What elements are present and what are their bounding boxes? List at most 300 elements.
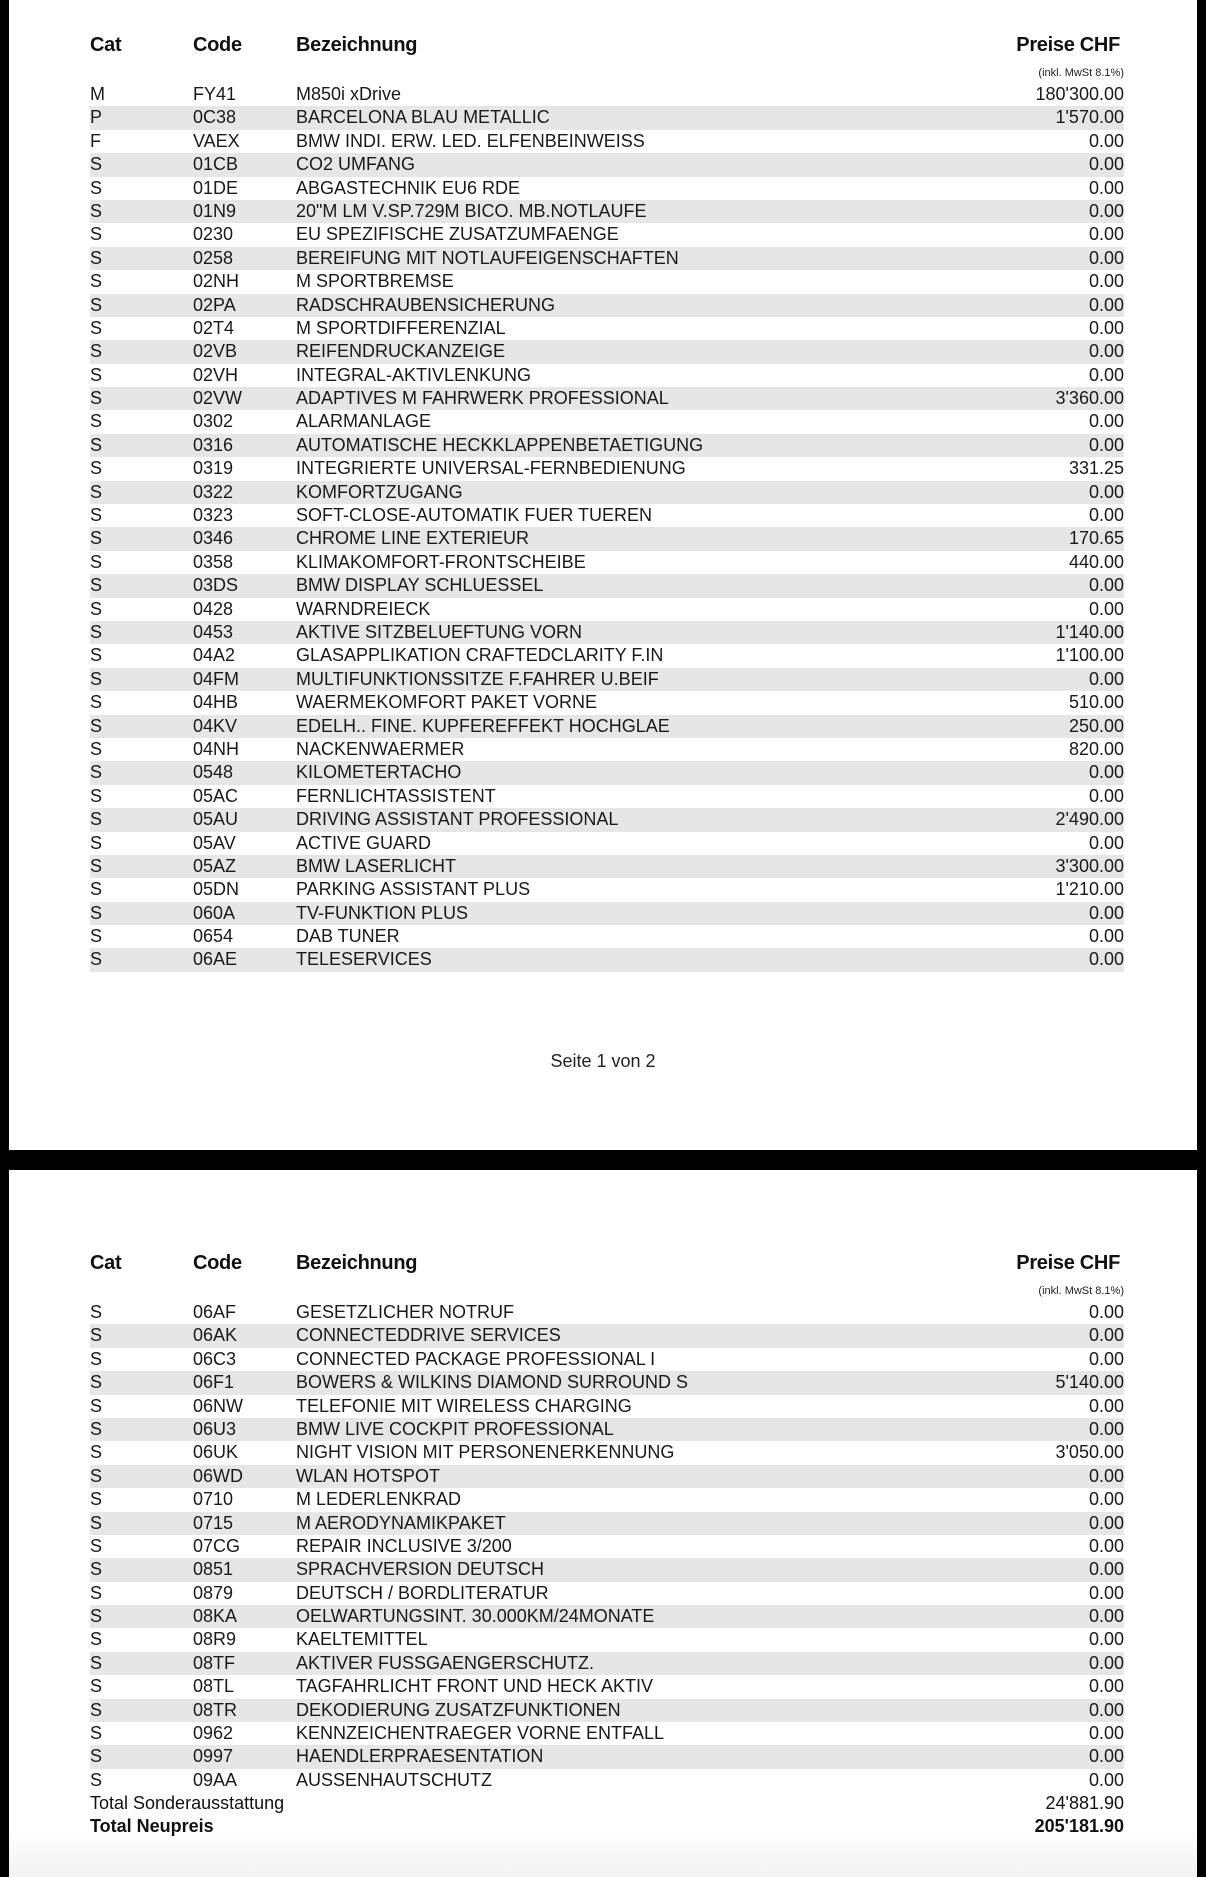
cell-code: 04HB — [193, 692, 239, 713]
table-row — [90, 1348, 1124, 1371]
cell-cat: S — [90, 1465, 103, 1486]
cell-code: 0346 — [193, 528, 234, 549]
cell-price: 0.00 — [1088, 481, 1124, 502]
cell-code: 06NW — [193, 1395, 244, 1416]
cell-price: 0.00 — [1088, 364, 1124, 385]
cell-description: AUTOMATISCHE HECKKLAPPENBETAETIGUNG — [296, 434, 704, 455]
cell-description: TV-FUNKTION PLUS — [296, 902, 469, 923]
cell-cat: S — [90, 528, 103, 549]
cell-code: 0879 — [193, 1582, 234, 1603]
cell-price: 180'300.00 — [1035, 84, 1124, 104]
cell-price: 0.00 — [1088, 785, 1124, 806]
cell-description: CHROME LINE EXTERIEUR — [296, 528, 530, 549]
cell-description: 20"M LM V.SP.729M BICO. MB.NOTLAUFE — [296, 200, 647, 221]
cell-code: 08TR — [193, 1699, 238, 1720]
table-row — [90, 387, 1124, 410]
cell-code: 08TF — [193, 1652, 236, 1673]
table-row — [90, 1558, 1124, 1581]
cell-price: 1'140.00 — [1055, 621, 1124, 642]
cell-code: 0316 — [193, 434, 234, 455]
table-row — [90, 1512, 1124, 1535]
cell-code: 0302 — [193, 411, 234, 432]
cell-cat: S — [90, 902, 103, 923]
cell-description: TAGFAHRLICHT FRONT UND HECK AKTIV — [296, 1676, 654, 1697]
cell-code: 04A2 — [193, 645, 236, 666]
cell-price: 0.00 — [1088, 505, 1124, 526]
cell-cat: S — [90, 364, 103, 385]
cell-cat: S — [90, 247, 103, 268]
table-row — [90, 223, 1124, 246]
table-row — [90, 644, 1124, 667]
cell-price: 0.00 — [1088, 1699, 1124, 1720]
cell-cat: S — [90, 692, 103, 713]
cell-cat: P — [90, 107, 103, 128]
cell-cat: S — [90, 1325, 103, 1346]
cell-cat: S — [90, 1652, 103, 1673]
cell-cat: S — [90, 598, 103, 619]
table-row — [90, 925, 1124, 948]
table-row — [90, 668, 1124, 691]
cell-code: 01DE — [193, 177, 239, 198]
cell-cat: S — [90, 1723, 103, 1744]
table-row — [90, 1582, 1124, 1605]
table-row — [90, 948, 1124, 971]
cell-cat: S — [90, 341, 103, 362]
cell-price: 2'490.00 — [1055, 809, 1124, 830]
table-row — [90, 106, 1124, 129]
cell-code: 0851 — [193, 1559, 234, 1580]
cell-description: CONNECTEDDRIVE SERVICES — [296, 1325, 561, 1346]
cell-price: 0.00 — [1088, 1302, 1124, 1322]
page-footer: Seite 1 von 2 — [550, 1051, 656, 1071]
options-table — [90, 1301, 1124, 1792]
cell-code: 04NH — [193, 738, 240, 759]
cell-description: WARNDREIECK — [296, 598, 431, 619]
cell-code: 0323 — [193, 505, 234, 526]
table-row — [90, 200, 1124, 223]
cell-cat: S — [90, 855, 103, 876]
table-row — [90, 621, 1124, 644]
cell-cat: S — [90, 1629, 103, 1650]
cell-price: 0.00 — [1088, 949, 1124, 970]
cell-price: 0.00 — [1088, 247, 1124, 268]
cell-price: 0.00 — [1088, 832, 1124, 853]
cell-description: MULTIFUNKTIONSSITZE F.FAHRER U.BEIF — [296, 668, 659, 689]
cell-description: ADAPTIVES M FAHRWERK PROFESSIONAL — [296, 388, 669, 409]
total-options-label: Total Sonderausstattung — [90, 1793, 285, 1813]
cell-price: 1'100.00 — [1055, 645, 1124, 666]
column-header-code: Code — [193, 34, 242, 56]
cell-code: 01N9 — [193, 200, 237, 221]
table-row — [90, 481, 1124, 504]
table-row — [90, 808, 1124, 831]
cell-code: 05AU — [193, 809, 239, 830]
cell-cat: S — [90, 645, 103, 666]
column-header-description: Bezeichnung — [296, 1252, 418, 1274]
cell-code: 06AF — [193, 1302, 237, 1322]
cell-price: 0.00 — [1088, 926, 1124, 947]
table-row — [90, 270, 1124, 293]
cell-cat: S — [90, 177, 103, 198]
cell-cat: S — [90, 832, 103, 853]
table-row — [90, 177, 1124, 200]
cell-description: ALARMANLAGE — [296, 411, 432, 432]
cell-price: 0.00 — [1088, 411, 1124, 432]
cell-cat: S — [90, 434, 103, 455]
cell-description: DEUTSCH / BORDLITERATUR — [296, 1582, 549, 1603]
cell-description: GESETZLICHER NOTRUF — [296, 1302, 515, 1322]
cell-code: 05AV — [193, 832, 236, 853]
cell-code: 05AC — [193, 785, 239, 806]
cell-code: 0715 — [193, 1512, 234, 1533]
cell-description: BMW LASERLICHT — [296, 855, 457, 876]
cell-cat: S — [90, 1442, 103, 1463]
cell-description: BEREIFUNG MIT NOTLAUFEIGENSCHAFTEN — [296, 247, 679, 268]
cell-price: 1'570.00 — [1055, 107, 1124, 128]
cell-cat: S — [90, 481, 103, 502]
cell-description: NACKENWAERMER — [296, 738, 465, 759]
cell-description: INTEGRIERTE UNIVERSAL-FERNBEDIENUNG — [296, 458, 686, 479]
cell-code: 02VW — [193, 388, 243, 409]
table-row — [90, 738, 1124, 761]
cell-price: 0.00 — [1088, 434, 1124, 455]
cell-cat: S — [90, 1582, 103, 1603]
cell-code: VAEX — [193, 130, 240, 151]
cell-code: 05DN — [193, 879, 240, 900]
cell-code: 0548 — [193, 762, 234, 783]
table-row — [90, 527, 1124, 550]
table-row — [90, 364, 1124, 387]
total-options-row — [90, 1792, 1124, 1815]
cell-code: 0710 — [193, 1489, 234, 1510]
cell-price: 820.00 — [1068, 738, 1124, 759]
column-header-code: Code — [193, 1252, 242, 1274]
cell-cat: S — [90, 926, 103, 947]
cell-cat: S — [90, 785, 103, 806]
cell-cat: S — [90, 1676, 103, 1697]
table-row — [90, 1675, 1124, 1698]
cell-cat: S — [90, 1489, 103, 1510]
vat-note — [90, 1285, 1124, 1299]
cell-description: SOFT-CLOSE-AUTOMATIK FUER TUEREN — [296, 505, 653, 526]
cell-price: 0.00 — [1088, 1559, 1124, 1580]
table-header — [90, 1252, 1124, 1282]
cell-price: 0.00 — [1088, 1676, 1124, 1697]
vat-note-text: (inkl. MwSt 8.1%) — [1038, 67, 1124, 79]
table-row — [90, 1395, 1124, 1418]
cell-description: FERNLICHTASSISTENT — [296, 785, 496, 806]
cell-description: BMW INDI. ERW. LED. ELFENBEINWEISS — [296, 130, 645, 151]
cell-description: AKTIVE SITZBELUEFTUNG VORN — [296, 621, 583, 642]
cell-cat: S — [90, 154, 103, 175]
cell-price: 0.00 — [1088, 668, 1124, 689]
cell-cat: S — [90, 879, 103, 900]
cell-description: DRIVING ASSISTANT PROFESSIONAL — [296, 809, 619, 830]
cell-cat: S — [90, 317, 103, 338]
cell-price: 0.00 — [1088, 1652, 1124, 1673]
cell-description: HAENDLERPRAESENTATION — [296, 1746, 544, 1767]
cell-description: REPAIR INCLUSIVE 3/200 — [296, 1535, 512, 1556]
table-row — [90, 1371, 1124, 1394]
table-row — [90, 1722, 1124, 1745]
cell-price: 0.00 — [1088, 1723, 1124, 1744]
cell-description: TELEFONIE MIT WIRELESS CHARGING — [296, 1395, 632, 1416]
cell-description: BARCELONA BLAU METALLIC — [296, 107, 550, 128]
cell-cat: S — [90, 458, 103, 479]
cell-cat: S — [90, 1348, 103, 1369]
cell-price: 3'360.00 — [1055, 388, 1124, 409]
price-list-page-1 — [9, 0, 1197, 1150]
cell-code: 06AE — [193, 949, 238, 970]
table-row — [90, 1418, 1124, 1441]
cell-description: EU SPEZIFISCHE ZUSATZUMFAENGE — [296, 224, 619, 245]
cell-price: 0.00 — [1088, 224, 1124, 245]
cell-description: CONNECTED PACKAGE PROFESSIONAL I — [296, 1348, 656, 1369]
cell-cat: S — [90, 738, 103, 759]
cell-description: RADSCHRAUBENSICHERUNG — [296, 294, 556, 315]
cell-price: 0.00 — [1088, 1606, 1124, 1627]
cell-description: M850i xDrive — [296, 84, 402, 104]
table-row — [90, 247, 1124, 270]
cell-price: 0.00 — [1088, 177, 1124, 198]
cell-description: M SPORTDIFFERENZIAL — [296, 317, 506, 338]
cell-cat: S — [90, 1769, 103, 1790]
cell-cat: S — [90, 1559, 103, 1580]
cell-price: 0.00 — [1088, 130, 1124, 151]
cell-description: WLAN HOTSPOT — [296, 1465, 441, 1486]
cell-description: REIFENDRUCKANZEIGE — [296, 341, 506, 362]
table-row — [90, 1301, 1124, 1324]
table-row — [90, 1488, 1124, 1511]
table-row — [90, 1745, 1124, 1768]
table-row — [90, 153, 1124, 176]
cell-price: 331.25 — [1068, 458, 1124, 479]
cell-cat: S — [90, 200, 103, 221]
cell-description: SPRACHVERSION DEUTSCH — [296, 1559, 545, 1580]
cell-code: 08KA — [193, 1606, 238, 1627]
cell-cat: S — [90, 715, 103, 736]
cell-code: 09AA — [193, 1769, 238, 1790]
cell-description: KENNZEICHENTRAEGER VORNE ENTFALL — [296, 1723, 665, 1744]
total-new-price-row — [90, 1815, 1124, 1838]
cell-price: 1'210.00 — [1055, 879, 1124, 900]
cell-price: 0.00 — [1088, 294, 1124, 315]
table-row — [90, 504, 1124, 527]
table-row — [90, 410, 1124, 433]
vat-note-text: (inkl. MwSt 8.1%) — [1038, 1285, 1124, 1297]
cell-price: 510.00 — [1068, 692, 1124, 713]
cell-description: PARKING ASSISTANT PLUS — [296, 879, 531, 900]
cell-cat: S — [90, 1512, 103, 1533]
cell-description: KLIMAKOMFORT-FRONTSCHEIBE — [296, 551, 586, 572]
table-row — [90, 1628, 1124, 1651]
cell-price: 5'140.00 — [1055, 1372, 1124, 1393]
cell-price: 0.00 — [1088, 1629, 1124, 1650]
cell-cat: S — [90, 294, 103, 315]
column-header-description: Bezeichnung — [296, 34, 418, 56]
table-row — [90, 715, 1124, 738]
table-row — [90, 1769, 1124, 1792]
table-row — [90, 340, 1124, 363]
cell-price: 0.00 — [1088, 1418, 1124, 1439]
cell-description: GLASAPPLIKATION CRAFTEDCLARITY F.IN — [296, 645, 664, 666]
cell-price: 0.00 — [1088, 1769, 1124, 1790]
cell-price: 0.00 — [1088, 1395, 1124, 1416]
cell-price: 0.00 — [1088, 1512, 1124, 1533]
cell-price: 0.00 — [1088, 1746, 1124, 1767]
table-row — [90, 1699, 1124, 1722]
cell-code: 03DS — [193, 575, 239, 596]
cell-code: 0997 — [193, 1746, 234, 1767]
total-new-price-label: Total Neupreis — [90, 1816, 214, 1836]
table-row — [90, 1441, 1124, 1464]
cell-price: 3'050.00 — [1055, 1442, 1124, 1463]
cell-price: 0.00 — [1088, 200, 1124, 221]
cell-description: AUSSENHAUTSCHUTZ — [296, 1769, 493, 1790]
cell-price: 0.00 — [1088, 341, 1124, 362]
cell-cat: S — [90, 1395, 103, 1416]
cell-price: 0.00 — [1088, 598, 1124, 619]
table-row — [90, 691, 1124, 714]
cell-price: 0.00 — [1088, 154, 1124, 175]
cell-description: WAERMEKOMFORT PAKET VORNE — [296, 692, 598, 713]
cell-description: AKTIVER FUSSGAENGERSCHUTZ. — [296, 1652, 595, 1673]
cell-cat: S — [90, 1746, 103, 1767]
column-header-price: Preise CHF — [1016, 34, 1120, 56]
cell-cat: S — [90, 551, 103, 572]
cell-code: 04KV — [193, 715, 238, 736]
cell-price: 250.00 — [1068, 715, 1124, 736]
cell-description: KAELTEMITTEL — [296, 1629, 428, 1650]
cell-price: 0.00 — [1088, 1325, 1124, 1346]
cell-cat: S — [90, 1418, 103, 1439]
table-row — [90, 317, 1124, 340]
cell-price: 0.00 — [1088, 1535, 1124, 1556]
cell-price: 0.00 — [1088, 271, 1124, 292]
cell-description: OELWARTUNGSINT. 30.000KM/24MONATE — [296, 1606, 655, 1627]
table-row — [90, 855, 1124, 878]
cell-price: 440.00 — [1068, 551, 1124, 572]
cell-cat: S — [90, 505, 103, 526]
cell-cat: S — [90, 668, 103, 689]
table-row — [90, 1605, 1124, 1628]
cell-code: 06UK — [193, 1442, 239, 1463]
cell-description: KOMFORTZUGANG — [296, 481, 463, 502]
cell-price: 0.00 — [1088, 575, 1124, 596]
cell-code: 02VH — [193, 364, 239, 385]
cell-code: 02VB — [193, 341, 238, 362]
cell-cat: S — [90, 949, 103, 970]
cell-cat: M — [90, 84, 105, 104]
table-row — [90, 832, 1124, 855]
cell-cat: S — [90, 621, 103, 642]
table-row — [90, 785, 1124, 808]
cell-description: KILOMETERTACHO — [296, 762, 462, 783]
cell-description: BMW LIVE COCKPIT PROFESSIONAL — [296, 1418, 614, 1439]
table-row — [90, 83, 1124, 106]
column-header-cat: Cat — [90, 34, 122, 56]
cell-cat: S — [90, 762, 103, 783]
cell-code: 0230 — [193, 224, 234, 245]
cell-cat: S — [90, 575, 103, 596]
cell-code: 01CB — [193, 154, 239, 175]
cell-description: BMW DISPLAY SCHLUESSEL — [296, 575, 544, 596]
cell-code: 02PA — [193, 294, 236, 315]
cell-price: 170.65 — [1068, 528, 1124, 549]
table-row — [90, 130, 1124, 153]
cell-cat: S — [90, 809, 103, 830]
table-row — [90, 294, 1124, 317]
cell-code: 0358 — [193, 551, 234, 572]
cell-code: 07CG — [193, 1535, 241, 1556]
total-new-price-value: 205'181.90 — [1034, 1816, 1124, 1836]
cell-cat: F — [90, 130, 101, 151]
table-row — [90, 878, 1124, 901]
cell-description: NIGHT VISION MIT PERSONENERKENNUNG — [296, 1442, 675, 1463]
cell-code: 06U3 — [193, 1418, 237, 1439]
cell-code: 04FM — [193, 668, 240, 689]
table-row — [90, 1652, 1124, 1675]
total-options-value: 24'881.90 — [1045, 1793, 1124, 1813]
table-row — [90, 1465, 1124, 1488]
cell-code: 06AK — [193, 1325, 238, 1346]
cell-cat: S — [90, 1302, 103, 1322]
cell-price: 0.00 — [1088, 1489, 1124, 1510]
cell-description: ACTIVE GUARD — [296, 832, 432, 853]
cell-description: DEKODIERUNG ZUSATZFUNKTIONEN — [296, 1699, 621, 1720]
cell-description: M SPORTBREMSE — [296, 271, 454, 292]
options-table — [90, 83, 1124, 972]
vat-note — [90, 67, 1124, 81]
cell-price: 0.00 — [1088, 762, 1124, 783]
cell-price: 0.00 — [1088, 902, 1124, 923]
cell-price: 3'300.00 — [1055, 855, 1124, 876]
table-row — [90, 1535, 1124, 1558]
cell-description: ABGASTECHNIK EU6 RDE — [296, 177, 521, 198]
price-list-page-2 — [9, 1170, 1197, 1877]
cell-cat: S — [90, 1535, 103, 1556]
table-row — [90, 574, 1124, 597]
cell-description: INTEGRAL-AKTIVLENKUNG — [296, 364, 532, 385]
cell-code: 06C3 — [193, 1348, 237, 1369]
cell-description: TELESERVICES — [296, 949, 432, 970]
cell-code: FY41 — [193, 84, 237, 104]
cell-code: 0C38 — [193, 107, 237, 128]
cell-cat: S — [90, 1606, 103, 1627]
cell-code: 0322 — [193, 481, 234, 502]
cell-code: 02NH — [193, 271, 240, 292]
column-header-price: Preise CHF — [1016, 1252, 1120, 1274]
cell-description: EDELH.. FINE. KUPFEREFFEKT HOCHGLAE — [296, 715, 670, 736]
cell-cat: S — [90, 388, 103, 409]
cell-price: 0.00 — [1088, 317, 1124, 338]
cell-code: 0962 — [193, 1723, 234, 1744]
cell-code: 05AZ — [193, 855, 237, 876]
table-row — [90, 902, 1124, 925]
cell-code: 06WD — [193, 1465, 244, 1486]
table-row — [90, 457, 1124, 480]
cell-description: BOWERS & WILKINS DIAMOND SURROUND S — [296, 1372, 689, 1393]
cell-code: 08TL — [193, 1676, 235, 1697]
cell-description: M AERODYNAMIKPAKET — [296, 1512, 506, 1533]
cell-price: 0.00 — [1088, 1348, 1124, 1369]
cell-price: 0.00 — [1088, 1465, 1124, 1486]
cell-cat: S — [90, 1372, 103, 1393]
cell-code: 0258 — [193, 247, 234, 268]
cell-description: DAB TUNER — [296, 926, 400, 947]
cell-description: CO2 UMFANG — [296, 154, 416, 175]
cell-cat: S — [90, 224, 103, 245]
